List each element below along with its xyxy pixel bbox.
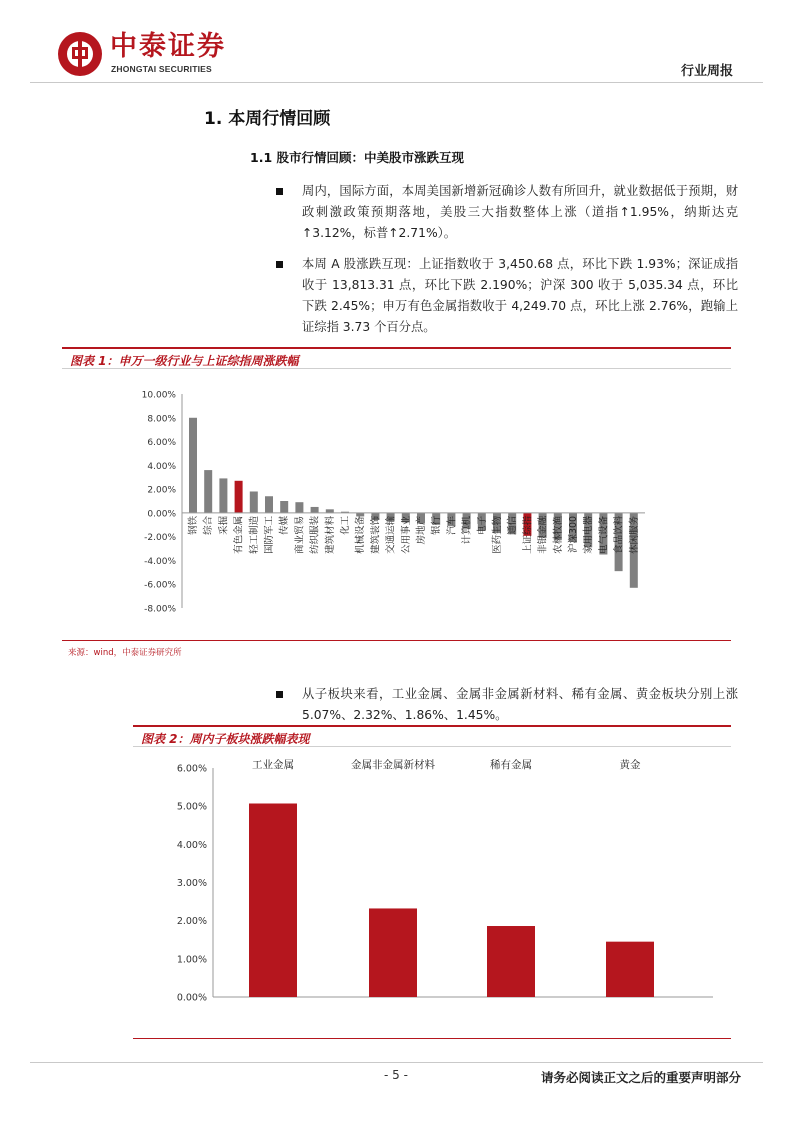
y-tick-label: 4.00%: [176, 839, 207, 851]
bar-商业贸易: [295, 502, 303, 513]
category-label: 机械设备: [355, 515, 367, 554]
y-tick-label: 2.00%: [147, 485, 176, 496]
figure1-caption: 图表 1：申万一级行业与上证综指周涨跌幅: [70, 354, 299, 368]
category-label: 家用电器: [583, 515, 595, 554]
bar-金属非金属新材料: [369, 908, 417, 997]
figure1-source: 来源：wind，中泰证券研究所: [68, 648, 182, 658]
y-tick-label: 0.00%: [176, 992, 207, 1004]
category-label: 电子: [476, 515, 488, 535]
category-label: 建筑装饰: [370, 515, 382, 554]
footer-divider: [30, 1062, 763, 1063]
category-label: 交通运输: [385, 515, 397, 554]
figure2-chart: [133, 750, 731, 1035]
bar-黄金: [606, 942, 654, 997]
y-tick-label: 3.00%: [176, 878, 207, 889]
category-label: 银行: [431, 515, 443, 535]
figure2-bottom-rule: [133, 1038, 731, 1039]
category-label: 通信: [507, 515, 519, 535]
section-title: 1. 本周行情回顾: [204, 109, 331, 129]
y-tick-label: 0.00%: [147, 509, 176, 520]
category-label: 医药生物: [492, 515, 503, 554]
brand-name-en: ZHONGTAI SECURITIES: [111, 64, 212, 74]
y-tick-label: 5.00%: [176, 801, 207, 813]
bar-轻工制造: [250, 491, 258, 512]
category-label: 上证综指: [522, 515, 534, 554]
category-label: 综合: [203, 515, 215, 535]
bar-纺织服装: [311, 507, 319, 513]
category-label: 电气设备: [598, 515, 610, 554]
category-label: 钢铁: [188, 515, 199, 535]
bar-有色金属: [235, 481, 243, 513]
y-tick-label: 2.00%: [176, 916, 207, 928]
page-number: - 5 -: [384, 1068, 408, 1082]
brand-name-cn: 中泰证券: [110, 31, 226, 62]
category-label: 国防军工: [264, 515, 275, 554]
footer-disclaimer: 请务必阅读正文之后的重要声明部分: [540, 1070, 741, 1085]
bar-建筑材料: [326, 509, 334, 513]
bar-工业金属: [249, 803, 297, 997]
category-label: 纺织服装: [309, 515, 321, 554]
y-tick-label: 1.00%: [176, 954, 207, 966]
y-tick-label: 6.00%: [147, 438, 176, 449]
bar-稀有金属: [487, 926, 535, 997]
category-label: 沪深300: [568, 515, 579, 554]
category-label: 稀有金属: [490, 759, 532, 771]
bullet-square-icon: [276, 261, 283, 268]
category-label: 计算机: [461, 515, 473, 545]
category-label: 化工: [340, 515, 351, 535]
category-label: 金属非金属新材料: [351, 759, 435, 771]
figure2-caption: 图表 2：周内子板块涨跌幅表现: [141, 732, 310, 746]
figure2-caption-bar: [133, 725, 731, 747]
y-tick-label: 4.00%: [147, 461, 176, 472]
bullet-text: 本周 A 股涨跌互现：上证指数收于 3,450.68 点，环比下跌 1.93%；深证成指收于 13,813.31 点，环比下跌 2.190%；沪深 300 收于 5,035.34 点，环比下跌 2.45%；申万有色金属指数收于 4,249.70 点，环比上涨 2.76%，跑输上证综指 3.73 个百分点。: [302, 257, 738, 334]
category-label: 有色金属: [233, 515, 245, 554]
category-label: 休闲服务: [628, 515, 640, 554]
category-label: 公用事业: [400, 515, 412, 554]
bullet-text: 从子板块来看，工业金属、金属非金属新材料、稀有金属、黄金板块分别上涨 5.07%、2.32%、1.86%、1.45%。: [302, 687, 738, 722]
report-type: 行业周报: [680, 64, 733, 79]
y-tick-label: -2.00%: [144, 533, 176, 544]
bar-钢铁: [189, 418, 197, 513]
y-tick-label: -6.00%: [144, 580, 176, 591]
figure1-caption-bar: [62, 347, 731, 369]
category-label: 建筑材料: [324, 515, 336, 554]
category-label: 商业贸易: [294, 515, 306, 554]
category-label: 非银金融: [537, 515, 549, 554]
bullet-text: 周内，国际方面，本周美国新增新冠确诊人数有所回升，就业数据低于预期，财政刺激政策预期落地，美股三大指数整体上涨（道指↑1.95%，纳斯达克↑3.12%，标普↑2.71%）。: [302, 184, 738, 240]
y-tick-label: 6.00%: [176, 763, 207, 775]
y-tick-label: 8.00%: [147, 414, 176, 425]
bar-传媒: [280, 501, 288, 513]
figure1-chart: [62, 372, 731, 638]
y-tick-label: -4.00%: [144, 556, 176, 567]
bullet-square-icon: [276, 188, 283, 195]
bullet-square-icon: [276, 691, 283, 698]
y-tick-label: 10.00%: [141, 390, 176, 401]
category-label: 工业金属: [252, 759, 294, 771]
category-label: 汽车: [446, 515, 458, 535]
figure1-bottom-rule: [62, 640, 731, 641]
section-subtitle: 1.1 股市行情回顾：中美股市涨跌互现: [250, 150, 464, 165]
bar-采掘: [219, 478, 227, 512]
category-label: 传媒: [279, 515, 291, 535]
bar-综合: [204, 470, 212, 513]
category-label: 黄金: [619, 759, 641, 771]
category-label: 房地产: [416, 515, 427, 545]
zhongtai-logo-icon: [58, 32, 102, 76]
header-divider: [30, 82, 763, 83]
category-label: 食品饮料: [613, 515, 625, 554]
bar-国防军工: [265, 496, 273, 513]
category-label: 采掘: [218, 515, 230, 535]
page-header: [0, 0, 793, 90]
y-tick-label: -8.00%: [144, 604, 176, 615]
category-label: 轻工制造: [248, 515, 260, 554]
category-label: 农林牧渔: [552, 515, 564, 554]
